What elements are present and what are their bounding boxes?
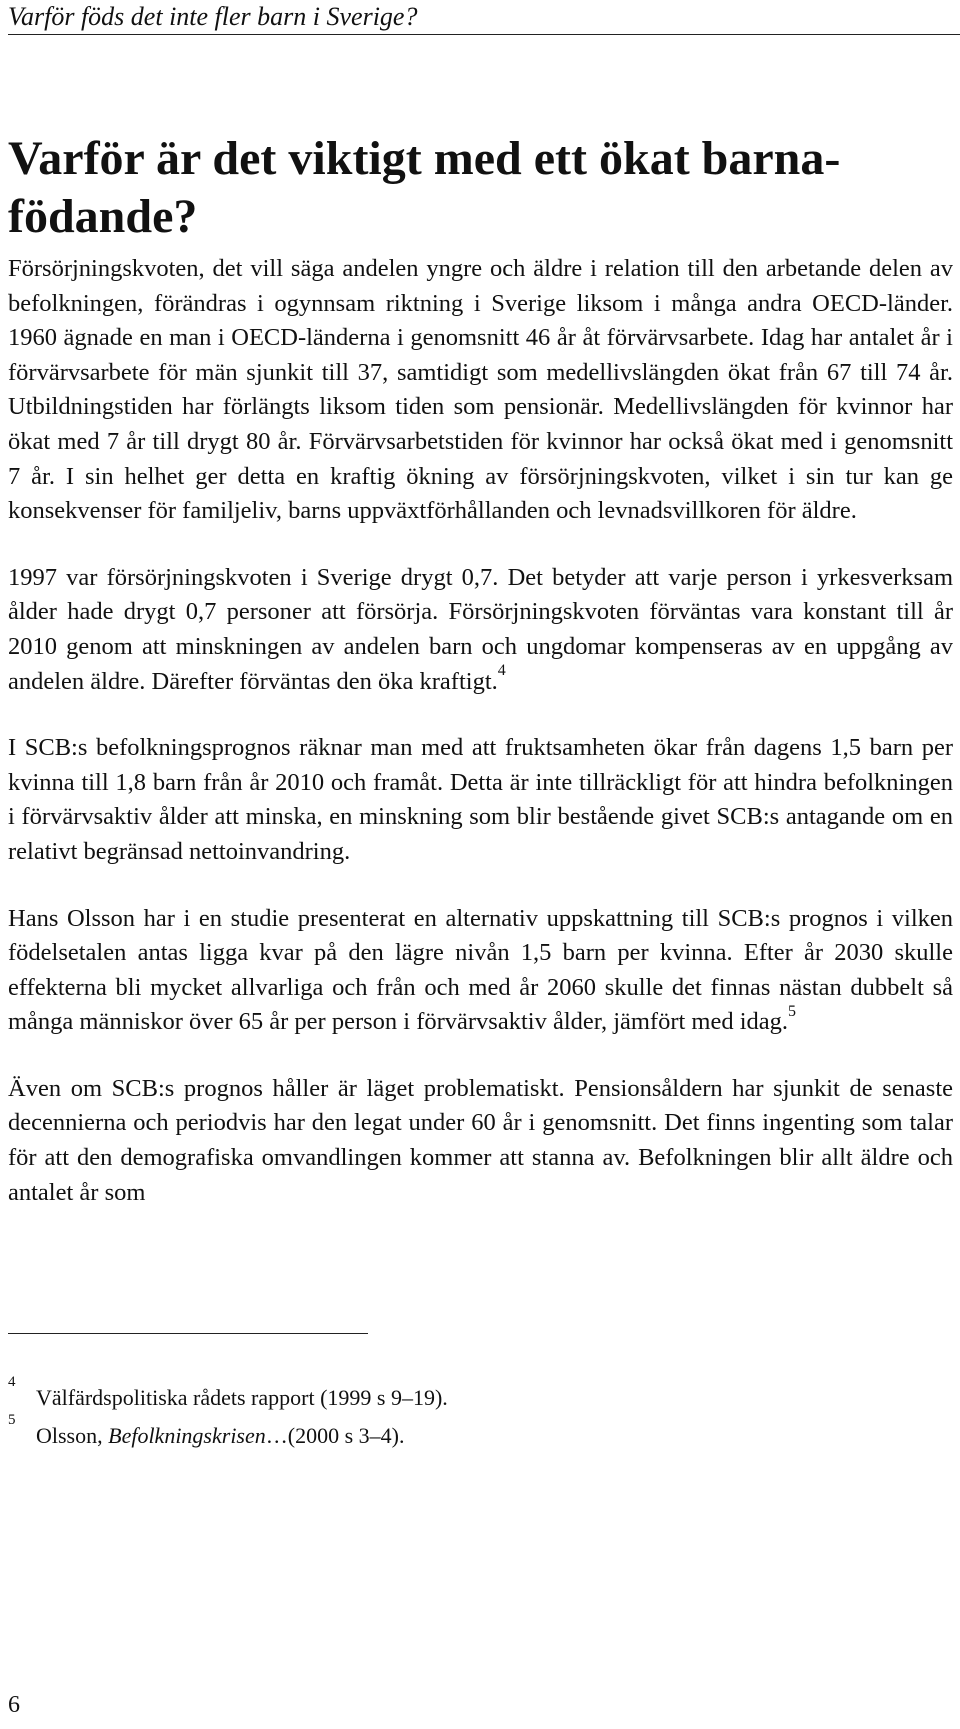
footnote-number: 4 xyxy=(8,1374,16,1390)
paragraph-4 xyxy=(8,902,953,1040)
paragraph-text: 1997 var försörjningskvoten i Sverige drygt 0,7. Det betyder att varje person i yrkesverksam ålder hade drygt 0,7 personer att försörja. Försörjningskvoten förväntas vara konstant till år 2010 genom att minskningen av andelen barn och ungdomar kompenseras av en uppgång av andelen äldre. Därefter förväntas den öka kraftigt. xyxy=(8,563,953,695)
paragraph-text: Hans Olsson har i en studie presenterat en alternativ uppskattning till SCB:s prognos i vilken födelsetalen antas ligga kvar på den lägre nivån 1,5 barn per kvinna. Efter år 2030 skulle effekterna bli mycket allvarliga och från och med år 2060 skulle det finnas nästan dubbelt så många människor över 65 år per person i förvärvsaktiv ålder, jämfört med idag. xyxy=(8,904,953,1036)
footnote-separator xyxy=(8,1333,368,1334)
footnote-number: 5 xyxy=(8,1412,16,1428)
paragraph-text: I SCB:s befolkningsprognos räknar man med att fruktsamheten ökar från dagens 1,5 barn per kvinna till 1,8 barn från år 2010 och framåt. Detta är inte tillräckligt för att hindra befolkningen i förvärvsaktiv ålder att minska, en minskning som blir bestående givet SCB:s antagande om en relativt begränsad nettoinvandring. xyxy=(8,734,953,865)
paragraph-3 xyxy=(8,731,953,869)
paragraph-5 xyxy=(8,1072,953,1210)
section-title: Varför är det viktigt med ett ökat barnafödande? xyxy=(8,132,841,243)
paragraph-text: Även om SCB:s prognos håller är läget problematiskt. Pensionsåldern har sjunkit de senaste decennierna och periodvis har den legat under 60 år i genomsnitt. Det finns ingenting som talar för att den demografiska omvandlingen kommer att stanna av. Befolkningen blir allt äldre och antalet år som xyxy=(8,1074,953,1206)
footnote-5 xyxy=(8,1412,908,1454)
paragraph-1 xyxy=(8,252,953,529)
footnote-text-after: …(2000 s 3–4). xyxy=(265,1423,405,1448)
footnote-text-italic: Befolkningskrisen xyxy=(108,1423,266,1448)
running-header xyxy=(8,2,960,35)
page-number: 6 xyxy=(8,1692,20,1718)
footnote-text xyxy=(36,1380,448,1416)
paragraph-text: Försörjningskvoten, det vill säga andelen yngre och äldre i relation till den arbetande delen av befolkningen, förändras i ogynnsam riktning i Sverige liksom i många andra OECD-länder. 1960 ägnade en man i OECD-länderna i genomsnitt 46 år åt förvärvsarbete. Idag har antalet år i förvärvsarbete för män sjunkit till 37, samtidigt som medellivslängden ökat från 67 till 74 år. Utbildningstiden har förlängts liksom tiden som pensionär. Medellivslängden för kvinnor har ökat med 7 år till drygt 80 år. Förvärvsarbetstiden för kvinnor har också ökat med i genomsnitt 7 år. I sin helhet ger detta en kraftig ökning av försörjningskvoten, vilket i sin tur kan ge konsekvenser för familjeliv, barns uppväxtförhållanden och levnadsvillkoren för äldre. xyxy=(8,255,953,525)
paragraph-2 xyxy=(8,561,953,699)
footnote-text xyxy=(36,1418,404,1454)
running-header-title: Varför föds det inte fler barn i Sverige? xyxy=(8,2,418,31)
footnote-4 xyxy=(8,1374,908,1416)
page-body xyxy=(8,130,953,1242)
footnote-reference[interactable]: 5 xyxy=(788,1003,797,1021)
footnote-reference[interactable]: 4 xyxy=(497,662,506,680)
footnotes xyxy=(8,1374,908,1456)
footnote-text-plain: Välfärdspolitiska rådets rapport (1999 s 9–19). xyxy=(36,1385,448,1410)
footnote-text-plain: Olsson, xyxy=(36,1423,109,1448)
